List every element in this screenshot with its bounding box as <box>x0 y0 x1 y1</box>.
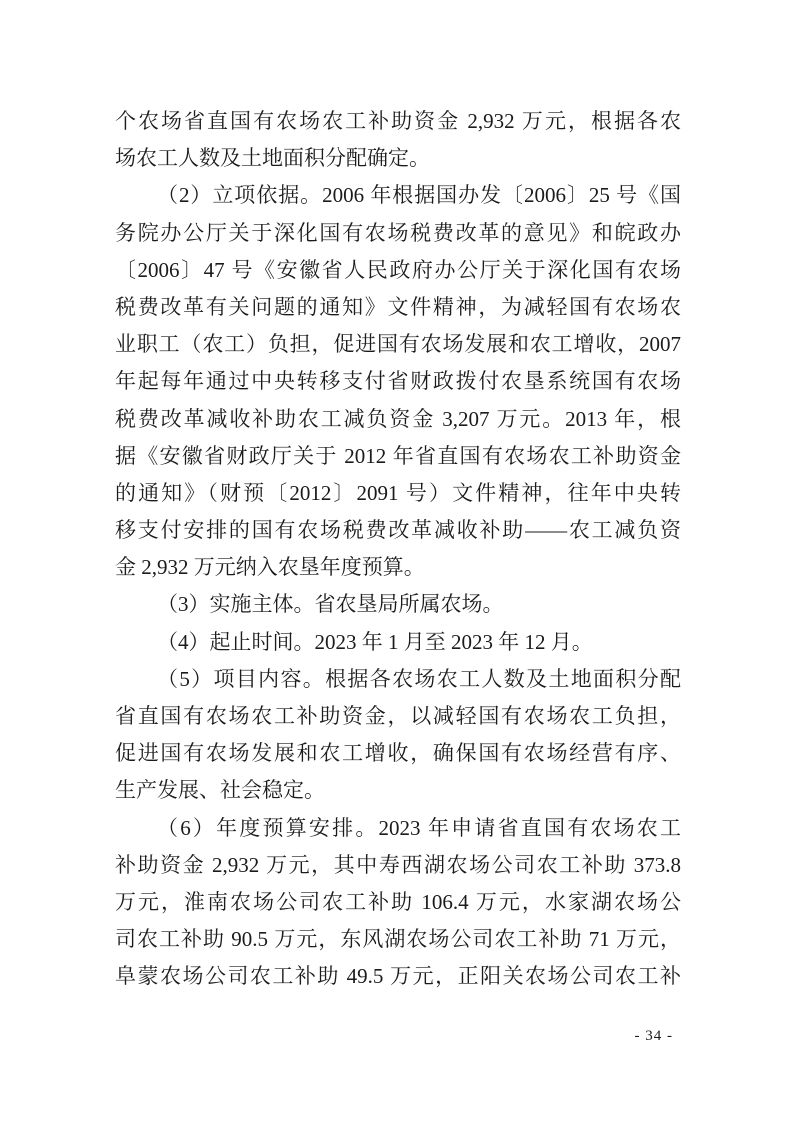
paragraph <box>115 586 681 623</box>
text-line: 司农工补助 90.5 万元，东风湖农场公司农工补助 71 万元， <box>115 927 681 952</box>
text-line: 省直国有农场农工补助资金，以减轻国有农场农工负担， <box>115 704 681 728</box>
text-line: 促进国有农场发展和农工增收，确保国有农场经营有序、 <box>115 741 681 766</box>
text-line: 金 2,932 万元纳入农垦年度预算。 <box>115 555 425 580</box>
paragraph <box>115 624 681 661</box>
text-line: 业职工（农工）负担，促进国有农场发展和农工增收，2007 <box>115 332 681 357</box>
text-line: 〔2006〕47 号《安徽省人民政府办公厅关于深化国有农场 <box>115 257 681 282</box>
text-line: 场农工人数及土地面积分配确定。 <box>115 146 430 171</box>
text-line: （2）立项依据。2006 年根据国办发〔2006〕25 号《国 <box>157 183 681 208</box>
text-line: 税费改革减收补助农工减负资金 3,207 万元。2013 年，根 <box>115 406 681 431</box>
paragraph <box>115 661 681 810</box>
text-line: 阜蒙农场公司农工补助 49.5 万元，正阳关农场公司农工补 <box>115 964 681 989</box>
text-line: 生产发展、社会稳定。 <box>115 778 325 803</box>
text-line: 补助资金 2,932 万元，其中寿西湖农场公司农工补助 373.8 <box>115 852 681 877</box>
text-line: 移支付安排的国有农场税费改革减收补助——农工减负资 <box>115 518 681 543</box>
paragraph <box>115 103 681 177</box>
paragraph <box>115 810 681 996</box>
text-line: （3）实施主体。省农垦局所属农场。 <box>157 592 504 617</box>
text-line: 务院办公厅关于深化国有农场税费改革的意见》和皖政办 <box>115 220 681 245</box>
text-line: （6）年度预算安排。2023 年申请省直国有农场农工 <box>157 815 681 840</box>
text-line: 税费改革有关问题的通知》文件精神，为减轻国有农场农 <box>115 294 681 319</box>
text-line: （4）起止时间。2023 年 1 月至 2023 年 12 月。 <box>157 629 593 654</box>
text-line: 据《安徽省财政厅关于 2012 年省直国有农场农工补助资金 <box>115 443 681 468</box>
paragraph <box>115 177 681 586</box>
text-line: 年起每年通过中央转移支付省财政拨付农垦系统国有农场 <box>115 369 681 394</box>
text-line: 个农场省直国有农场农工补助资金 2,932 万元，根据各农 <box>115 109 681 133</box>
text-line: 万元，淮南农场公司农工补助 106.4 万元，水家湖农场公 <box>115 889 681 914</box>
document-body <box>115 103 681 996</box>
text-line: （5）项目内容。根据各农场农工人数及土地面积分配 <box>157 666 681 691</box>
page-number: - 34 - <box>634 1028 673 1044</box>
text-line: 的通知》（财预〔2012〕2091 号）文件精神，往年中央转 <box>115 480 681 505</box>
